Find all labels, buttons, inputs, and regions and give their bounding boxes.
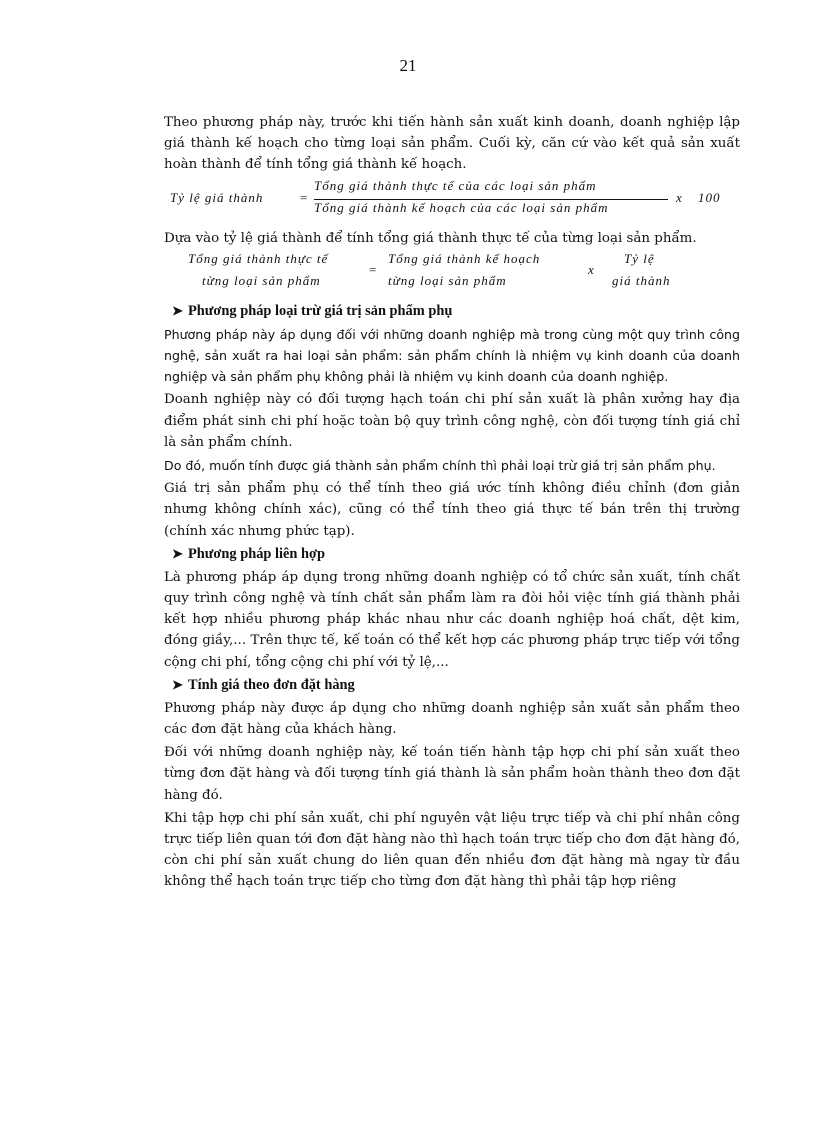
formula1-factor: 100 [698,189,721,205]
section3-paragraph-2: Đối với những doanh nghiệp này, kế toán tiến hành tập hợp chi phí sản xuất theo từng đơn đặt hàng và đối tượng tính giá thành là sản phẩm hoàn thành theo đơn đặt hàng đó. [164,745,740,803]
section-heading-combined: ➤ Phương pháp liên hợp [172,545,325,562]
formula2-left-line1: Tổng giá thành thực tế [188,250,329,266]
cost-ratio-formula [164,178,740,224]
section-heading-order: ➤ Tính giá theo đơn đặt hàng [172,676,355,693]
page-number: 21 [399,56,417,75]
formula1-numerator: Tổng giá thành thực tế của các loại sản phẩm [314,177,597,193]
after-formula1-paragraph: Dựa vào tỷ lệ giá thành để tính tổng giá thành thực tế của từng loại sản phẩm. [164,230,697,246]
document-body [164,112,740,895]
section-heading-by-product: ➤ Phương pháp loại trừ giá trị sản phẩm phụ [172,302,453,319]
section1-paragraph-3: Do đó, muốn tính được giá thành sản phẩm chính thì phải loại trừ giá trị sản phẩm phụ. [164,458,716,474]
formula2-left-line2: từng loại sản phẩm [202,272,321,288]
formula2-mid-line2: từng loại sản phẩm [388,272,507,288]
section2-paragraph-1: Là phương pháp áp dụng trong những doanh nghiệp có tổ chức sản xuất, tính chất quy trình công nghệ và tính chất sản phẩm làm ra đòi hỏi việc tính giá thành phải kết hợp nhiều phương pháp khác nhau như các doanh nghiệp hoá chất, dệt kim, đóng giầy,... Trên thực tế, kế toán có thể kết hợp các phương pháp trực tiếp với tổng cộng chi phí, tổng cộng chi phí với tỷ lệ,... [164,569,740,670]
arrow-bullet-icon: ➤ [172,546,183,562]
section3-paragraph-1: Phương pháp này được áp dụng cho những doanh nghiệp sản xuất sản phẩm theo các đơn đặt hàng của khách hàng. [164,700,740,738]
actual-cost-formula [164,251,740,297]
formula2-mid-line1: Tổng giá thành kế hoạch [388,250,541,266]
section1-paragraph-1: Phương pháp này áp dụng đối với những doanh nghiệp mà trong cùng một quy trình công nghệ, sản xuất ra hai loại sản phẩm: sản phẩm chính là nhiệm vụ kinh doanh của doanh nghiệp và sản phẩm phụ không phải là nhiệm vụ kinh doanh của doanh nghiệp. [164,326,740,385]
formula2-right-line2: giá thành [612,272,671,288]
formula2-multiply: x [588,261,595,277]
formula1-multiply: x [676,189,683,205]
formula2-equals: = [369,261,378,277]
formula1-denominator: Tổng giá thành kế hoạch của các loại sản phẩm [314,199,609,215]
arrow-bullet-icon: ➤ [172,303,183,319]
formula1-lhs: Tỷ lệ giá thành [170,189,264,205]
section3-paragraph-3: Khi tập hợp chi phí sản xuất, chi phí nguyên vật liệu trực tiếp và chi phí nhân công trực tiếp liên quan tới đơn đặt hàng nào thì hạch toán trực tiếp cho đơn đặt hàng đó, còn chi phí sản xuất chung do liên quan đến nhiều đơn đặt hàng mà ngay từ đầu không thể hạch toán trực tiếp cho từng đơn đặt hàng thì phải tập hợp riêng [164,810,740,890]
section1-paragraph-2: Doanh nghiệp này có đối tượng hạch toán chi phí sản xuất là phân xưởng hay địa điểm phát sinh chi phí hoặc toàn bộ quy trình công nghệ, còn đối tượng tính giá chỉ là sản phẩm chính. [164,392,740,450]
arrow-bullet-icon: ➤ [172,677,183,693]
section1-paragraph-4: Giá trị sản phẩm phụ có thể tính theo giá ước tính không điều chỉnh (đơn giản nhưng không chính xác), cũng có thể tính theo giá thực tế bán trên thị trường (chính xác nhưng phức tạp). [164,481,740,539]
formula2-right-line1: Tỷ lệ [624,250,655,266]
intro-paragraph: Theo phương pháp này, trước khi tiến hành sản xuất kinh doanh, doanh nghiệp lập giá thành kế hoạch cho từng loại sản phẩm. Cuối kỳ, căn cứ vào kết quả sản xuất hoàn thành để tính tổng giá thành kế hoạch. [164,115,740,173]
formula1-equals: = [300,189,309,205]
